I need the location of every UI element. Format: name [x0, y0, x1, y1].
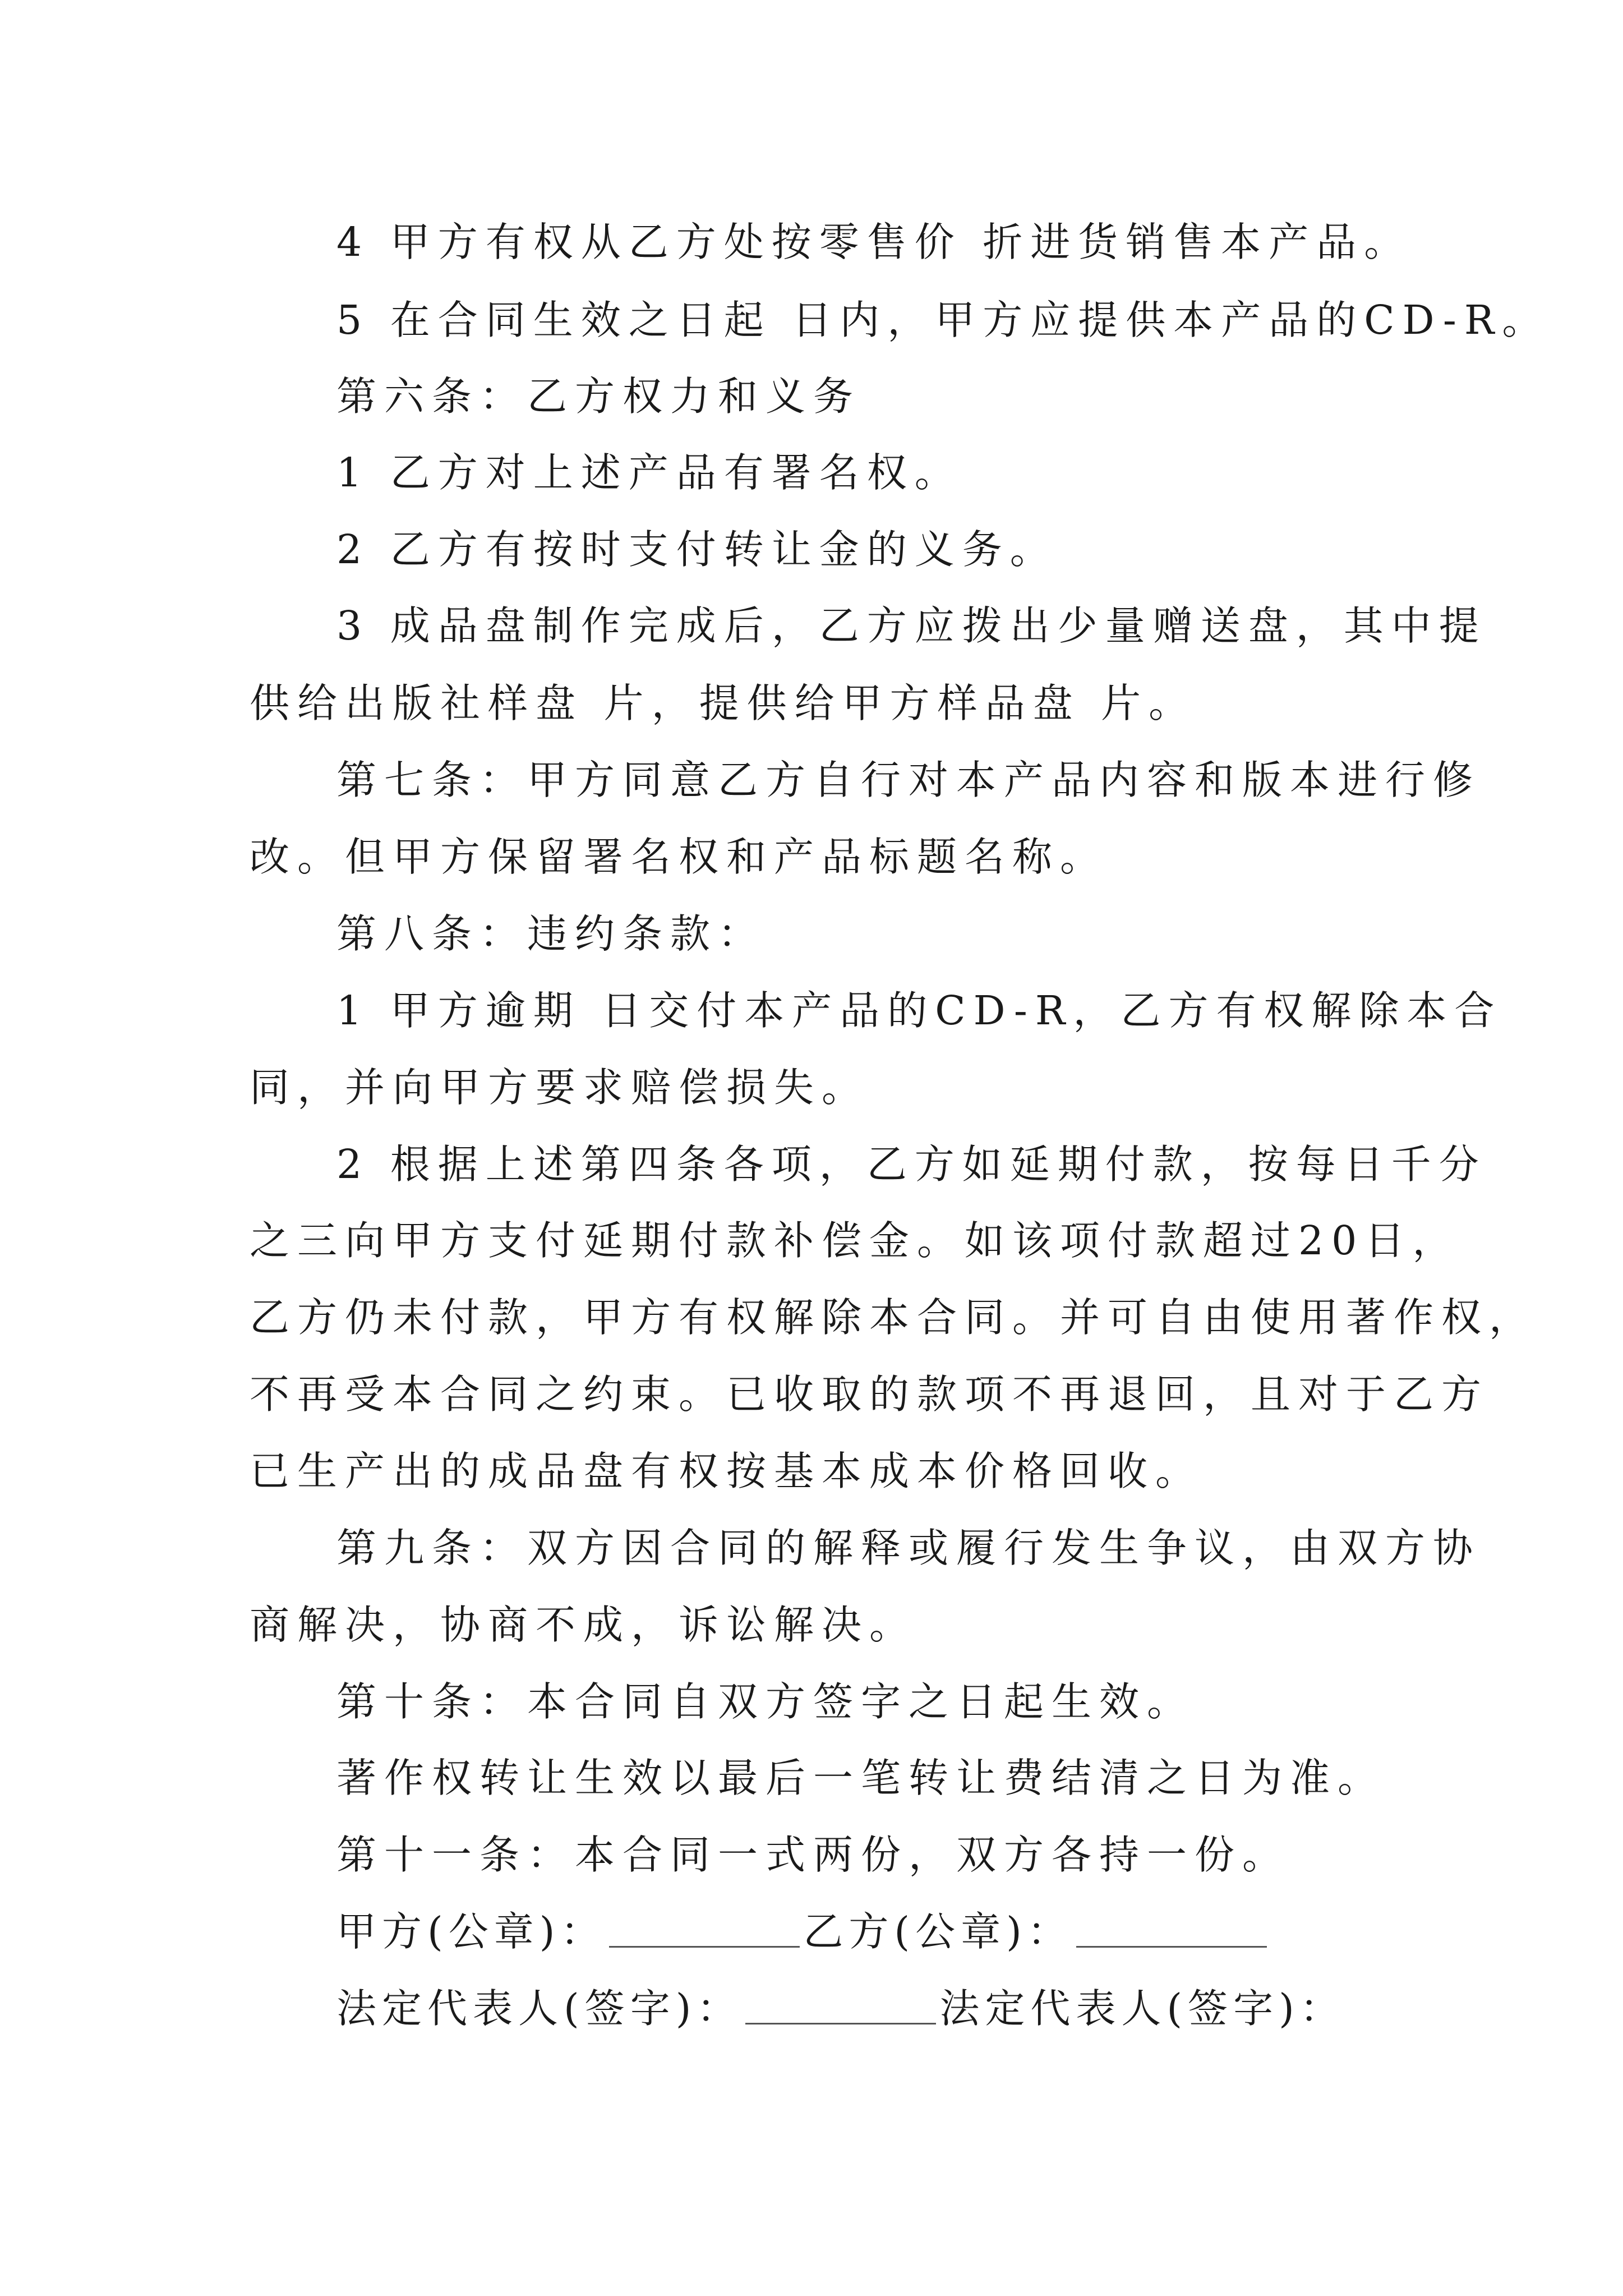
party-a-rep-label: 法定代表人(签字)：	[336, 1985, 743, 2032]
party-a-rep-blank	[745, 1991, 936, 2024]
clause-line: 2 根据上述第四条各项，乙方如延期付款，按每日千分	[336, 1141, 1487, 1188]
clause-line: 1 乙方对上述产品有署名权。	[336, 449, 962, 496]
party-b-seal-label: 乙方(公章)：	[803, 1908, 1073, 1955]
clause-line: 供给出版社样盘 片，提供给甲方样品盘 片。	[250, 680, 1197, 726]
party-a-seal-blank	[609, 1915, 800, 1948]
representative-signature-line	[336, 1986, 1345, 2031]
seal-signature-line	[336, 1910, 1270, 1954]
clause-line: 3 成品盘制作完成后，乙方应拨出少量赠送盘，其中提	[336, 602, 1487, 649]
clause-line: 已生产出的成品盘有权按基本成本价格回收。	[250, 1448, 1204, 1494]
clause-line: 商解决，协商不成，诉讼解决。	[250, 1602, 917, 1648]
clause-line: 1 甲方逾期 日交付本产品的CD-R，乙方有权解除本合	[336, 987, 1502, 1034]
party-a-seal-label: 甲方(公章)：	[336, 1908, 606, 1955]
party-b-rep-label: 法定代表人(签字)：	[939, 1985, 1345, 2032]
clause-line: 之三向甲方支付延期付款补偿金。如该项付款超过20日，	[250, 1217, 1460, 1264]
clause-line: 2 乙方有按时支付转让金的义务。	[336, 526, 1058, 573]
clause-line: 乙方仍未付款，甲方有权解除本合同。并可自由使用著作权，	[250, 1294, 1537, 1341]
article-heading: 第八条：违约条款：	[336, 910, 766, 957]
clause-line: 5 在合同生效之日起 日内，甲方应提供本产品的CD-R。	[336, 297, 1550, 343]
article-heading: 第九条：双方因合同的解释或履行发生争议，由双方协	[336, 1525, 1481, 1571]
article-heading: 第十条：本合同自双方签字之日起生效。	[336, 1678, 1195, 1725]
clause-line: 同，并向甲方要求赔偿损失。	[250, 1064, 870, 1111]
article-heading: 第十一条：本合同一式两份，双方各持一份。	[336, 1832, 1290, 1878]
party-b-seal-blank	[1076, 1915, 1267, 1948]
article-heading: 第六条：乙方权力和义务	[336, 373, 861, 420]
clause-line: 4 甲方有权从乙方处按零售价 折进货销售本产品。	[336, 219, 1412, 265]
clause-line: 改。但甲方保留署名权和产品标题名称。	[250, 834, 1108, 880]
clause-line: 著作权转让生效以最后一笔转让费结清之日为准。	[336, 1755, 1386, 1801]
clause-line: 不再受本合同之约束。已收取的款项不再退回，且对于乙方	[250, 1371, 1490, 1418]
article-heading: 第七条：甲方同意乙方自行对本产品内容和版本进行修	[336, 757, 1481, 803]
